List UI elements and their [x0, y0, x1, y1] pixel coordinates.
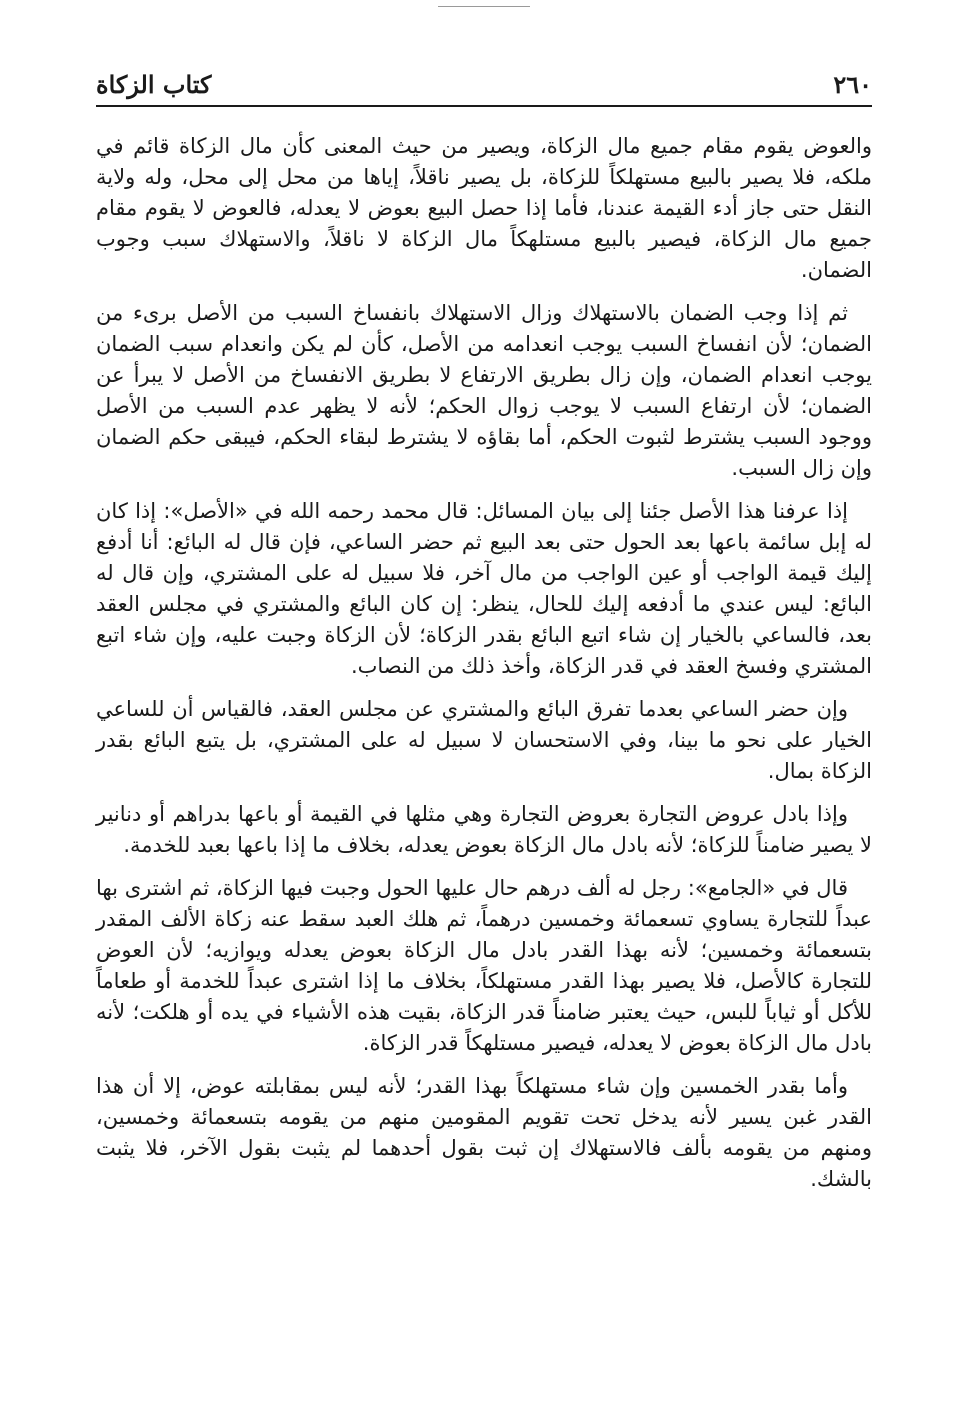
paragraph-1: والعوض يقوم مقام جميع مال الزكاة، ويصير من حيث المعنى كأن مال الزكاة قائم في ملكه، فلا يصير بالبيع مستهلكاً للزكاة، بل يصير ناقلاً، إياها من محل إلى محل، وله ولاية النقل حتى جاز أدء القيمة عندنا، فأما إذا حصل البيع بعوض لا يعدله، فالعوض لا يقوم مقام جميع مال الزكاة، فيصير بالبيع مستلهكاً مال الزكاة لا ناقلاً، والاستهلاك سبب وجوب الضمان. — [96, 134, 872, 282]
main-text — [96, 131, 872, 1207]
page-number: ٢٦٠ — [833, 70, 872, 99]
running-title: كتاب الزكاة — [96, 70, 212, 99]
paragraph-3: إذا عرفنا هذا الأصل جئنا إلى بيان المسائل: قال محمد رحمه الله في «الأصل»: إذا كان له إبل سائمة باعها بعد الحول حتى بعد البيع ثم حضر الساعي، فإن قال له البائع: أنا أدفع إليك قيمة الواجب أو عين الواجب من مال آخر، فلا سبيل له على المشتري، وإن قال له البائع: ليس عندي ما أدفعه إليك للحال، ينظر: إن كان البائع والمشتري في مجلس العقد بعد، فالساعي بالخيار إن شاء اتبع البائع بقدر الزكاة؛ لأن الزكاة وجبت عليه، وإن شاء اتبع المشتري وفسخ العقد في قدر الزكاة، وأخذ ذلك من النصاب. — [96, 499, 872, 678]
header-rule — [96, 105, 872, 107]
top-edge-mark — [438, 6, 530, 7]
page-header — [96, 62, 872, 102]
paragraph-6: قال في «الجامع»: رجل له ألف درهم حال عليها الحول وجبت فيها الزكاة، ثم اشترى بها عبداً للتجارة يساوي تسعمائة وخمسين درهماً، ثم هلك العبد سقط عنه زكاة الألف المقدر بتسعمائة وخمسين؛ لأنه بهذا القدر بادل مال الزكاة بعوض يعدله ويوازيه؛ لأن العوض للتجارة كالأصل، فلا يصير بهذا القدر مستهلكاً، بخلاف ما إذا اشترى عبداً للخدمة أو طعاماً للأكل أو ثياباً للبس، حيث يعتبر ضامناً قدر الزكاة، بقيت هذه الأشياء في يده أو هلكت؛ لأنه بادل مال الزكاة بعوض لا يعدله، فيصير مستلهكاً قدر الزكاة. — [96, 876, 872, 1055]
paragraph-4: وإن حضر الساعي بعدما تفرق البائع والمشتري عن مجلس العقد، فالقياس أن للساعي الخيار على نحو ما بينا، وفي الاستحسان لا سبيل له على المشتري، بل يتبع البائع بقدر الزكاة بمال. — [96, 697, 872, 783]
paragraph-2: ثم إذا وجب الضمان بالاستهلاك وزال الاستهلاك بانفساخ السبب من الأصل برىء من الضمان؛ لأن انفساخ السبب يوجب انعدامه من الأصل، كأن لم يكن وانعدام سبب الضمان يوجب انعدام الضمان، وإن زال بطريق الارتفاع لا بطريق الانفساخ من الأصل لا يبرأ عن الضمان؛ لأن ارتفاع السبب لا يوجب زوال الحكم؛ لأنه لا يظهر عدم السبب من الأصل ووجود السبب يشترط لثبوت الحكم، أما بقاؤه لا يشترط لبقاء الحكم، فيبقى حكم الضمان وإن زال السبب. — [96, 301, 872, 480]
paragraph-5: وإذا بادل عروض التجارة بعروض التجارة وهي مثلها في القيمة أو باعها بدراهم أو دنانير لا يصير ضامناً للزكاة؛ لأنه بادل مال الزكاة بعوض يعدله، بخلاف ما إذا باعها بعبد للخدمة. — [96, 802, 872, 857]
paragraph-7: وأما بقدر الخمسين وإن شاء مستهلكاً بهذا القدر؛ لأنه ليس بمقابلته عوض، إلا أن هذا القدر غبن يسير لأنه يدخل تحت تقويم المقومين منهم من يقومه بتسعمائة وخمسين، ومنهم من يقومه بألف فالاستهلاك إن ثبت بقول أحدهما لم يثبت بقول الآخر، فلا يثبت بالشك. — [96, 1074, 872, 1191]
